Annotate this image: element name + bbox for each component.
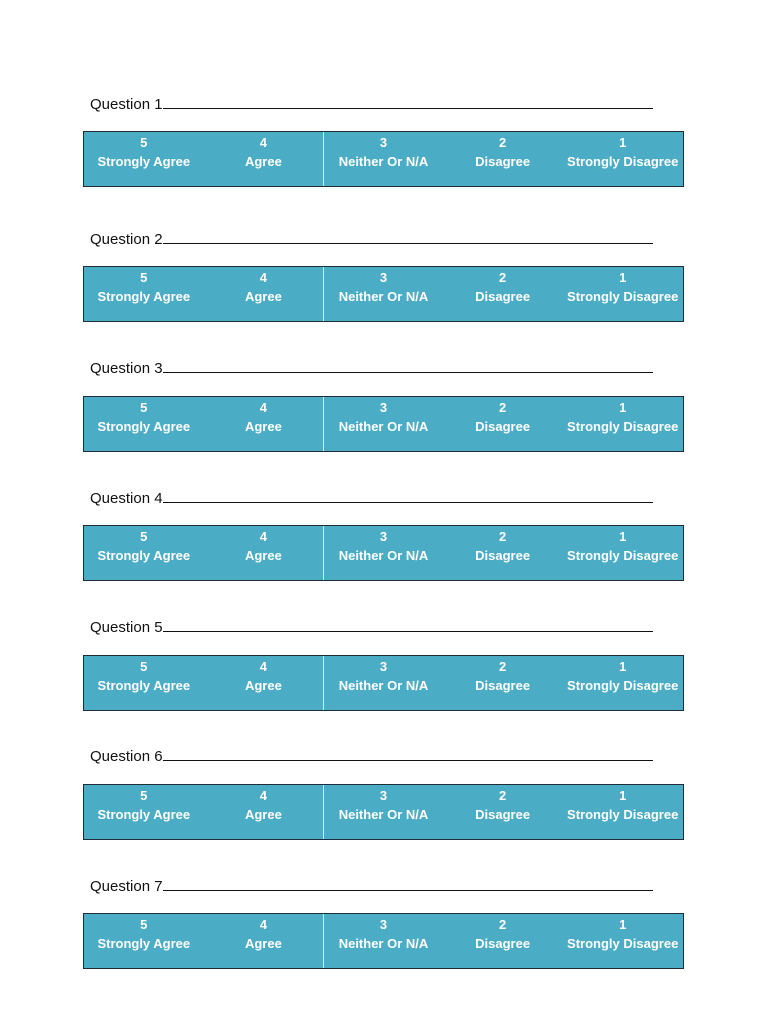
rating-option-2[interactable]: [443, 656, 563, 710]
question-3-label: [90, 360, 658, 380]
rating-label: Agree: [244, 289, 282, 304]
rating-option-3[interactable]: [323, 785, 443, 839]
rating-label: Neither Or N/A: [338, 419, 429, 434]
rating-label: Strongly Agree: [97, 807, 191, 822]
rating-label: Strongly Agree: [97, 936, 191, 951]
rating-option-1[interactable]: [562, 397, 683, 451]
rating-option-3[interactable]: [323, 656, 443, 710]
rating-label: Strongly Agree: [97, 154, 191, 169]
rating-label: Disagree: [475, 678, 531, 693]
rating-option-5[interactable]: [84, 914, 204, 968]
rating-label: Strongly Agree: [97, 678, 191, 693]
rating-value: 1: [619, 135, 627, 150]
rating-scale-question-6: [83, 784, 684, 840]
rating-label: Disagree: [475, 548, 531, 563]
rating-option-4[interactable]: [204, 267, 324, 321]
rating-value: 1: [619, 788, 627, 803]
question-1-label: [90, 96, 658, 116]
rating-option-2[interactable]: [443, 267, 563, 321]
rating-value: 4: [259, 529, 267, 544]
rating-label: Strongly Disagree: [567, 807, 679, 822]
rating-label: Strongly Agree: [97, 548, 191, 563]
rating-label: Neither Or N/A: [338, 678, 429, 693]
rating-label: Strongly Disagree: [567, 936, 679, 951]
rating-option-3[interactable]: [323, 397, 443, 451]
rating-option-5[interactable]: [84, 656, 204, 710]
rating-label: Neither Or N/A: [338, 936, 429, 951]
answer-line[interactable]: [163, 748, 653, 761]
rating-option-5[interactable]: [84, 267, 204, 321]
rating-label: Agree: [244, 678, 282, 693]
rating-value: 2: [498, 788, 507, 803]
rating-value: 5: [140, 659, 148, 674]
rating-scale-question-1: [83, 131, 684, 187]
rating-label: Strongly Disagree: [567, 154, 679, 169]
rating-value: 3: [379, 529, 388, 544]
rating-option-1[interactable]: [562, 267, 683, 321]
rating-option-1[interactable]: [562, 656, 683, 710]
answer-line[interactable]: [163, 231, 653, 244]
rating-option-2[interactable]: [443, 397, 563, 451]
rating-label: Neither Or N/A: [338, 154, 429, 169]
rating-value: 4: [259, 659, 267, 674]
question-7-label: [90, 878, 658, 898]
rating-value: 3: [379, 788, 388, 803]
rating-label: Strongly Agree: [97, 419, 191, 434]
rating-value: 4: [259, 788, 267, 803]
rating-label: Strongly Disagree: [567, 678, 679, 693]
rating-value: 1: [619, 659, 627, 674]
rating-scale-question-4: [83, 525, 684, 581]
rating-option-4[interactable]: [204, 914, 324, 968]
rating-value: 5: [140, 529, 148, 544]
rating-value: 3: [379, 400, 388, 415]
rating-value: 4: [259, 135, 267, 150]
rating-value: 4: [259, 917, 267, 932]
rating-option-1[interactable]: [562, 785, 683, 839]
rating-option-4[interactable]: [204, 785, 324, 839]
rating-label: Strongly Disagree: [567, 289, 679, 304]
rating-option-5[interactable]: [84, 397, 204, 451]
rating-value: 5: [140, 788, 148, 803]
rating-value: 2: [498, 917, 507, 932]
rating-option-1[interactable]: [562, 914, 683, 968]
rating-option-1[interactable]: [562, 132, 683, 186]
rating-value: 5: [140, 400, 148, 415]
rating-label: Disagree: [475, 419, 531, 434]
rating-option-5[interactable]: [84, 526, 204, 580]
rating-option-3[interactable]: [323, 267, 443, 321]
answer-line[interactable]: [163, 360, 653, 373]
rating-value: 2: [498, 400, 507, 415]
rating-label: Disagree: [475, 807, 531, 822]
rating-scale-question-5: [83, 655, 684, 711]
rating-option-4[interactable]: [204, 656, 324, 710]
rating-option-1[interactable]: [562, 526, 683, 580]
rating-label: Neither Or N/A: [338, 807, 429, 822]
rating-value: 5: [140, 917, 148, 932]
question-title: Question 6: [90, 748, 163, 765]
question-title: Question 2: [90, 231, 163, 248]
rating-value: 1: [619, 529, 627, 544]
rating-value: 1: [619, 270, 627, 285]
question-title: Question 3: [90, 360, 163, 377]
answer-line[interactable]: [163, 619, 653, 632]
rating-value: 1: [619, 400, 627, 415]
rating-label: Agree: [244, 548, 282, 563]
rating-value: 3: [379, 270, 388, 285]
rating-value: 1: [619, 917, 627, 932]
rating-label: Strongly Disagree: [567, 419, 679, 434]
rating-scale-question-2: [83, 266, 684, 322]
rating-value: 2: [498, 529, 507, 544]
rating-option-4[interactable]: [204, 397, 324, 451]
rating-value: 2: [498, 135, 507, 150]
question-title: Question 4: [90, 490, 163, 507]
rating-scale-question-7: [83, 913, 684, 969]
rating-label: Disagree: [475, 154, 531, 169]
rating-option-3[interactable]: [323, 914, 443, 968]
answer-line[interactable]: [163, 878, 653, 891]
rating-option-4[interactable]: [204, 132, 324, 186]
rating-value: 5: [140, 270, 148, 285]
rating-value: 5: [140, 135, 148, 150]
rating-label: Neither Or N/A: [338, 548, 429, 563]
rating-label: Agree: [244, 154, 282, 169]
answer-line[interactable]: [163, 490, 653, 503]
rating-value: 3: [379, 659, 388, 674]
rating-option-5[interactable]: [84, 785, 204, 839]
rating-option-2[interactable]: [443, 132, 563, 186]
rating-label: Strongly Agree: [97, 289, 191, 304]
rating-value: 3: [379, 917, 388, 932]
question-4-label: [90, 490, 658, 510]
rating-option-2[interactable]: [443, 526, 563, 580]
answer-line[interactable]: [163, 96, 653, 109]
rating-label: Agree: [244, 936, 282, 951]
rating-label: Agree: [244, 807, 282, 822]
question-6-label: [90, 748, 658, 768]
question-5-label: [90, 619, 658, 639]
rating-label: Disagree: [475, 289, 531, 304]
rating-label: Strongly Disagree: [567, 548, 679, 563]
rating-option-3[interactable]: [323, 526, 443, 580]
rating-value: 3: [379, 135, 388, 150]
rating-label: Agree: [244, 419, 282, 434]
rating-option-2[interactable]: [443, 914, 563, 968]
question-title: Question 5: [90, 619, 163, 636]
rating-scale-question-3: [83, 396, 684, 452]
rating-option-3[interactable]: [323, 132, 443, 186]
rating-option-5[interactable]: [84, 132, 204, 186]
rating-option-4[interactable]: [204, 526, 324, 580]
question-title: Question 7: [90, 878, 163, 895]
rating-value: 2: [498, 659, 507, 674]
rating-value: 4: [259, 270, 267, 285]
rating-label: Neither Or N/A: [338, 289, 429, 304]
rating-option-2[interactable]: [443, 785, 563, 839]
rating-label: Disagree: [475, 936, 531, 951]
question-title: Question 1: [90, 96, 163, 113]
question-2-label: [90, 231, 658, 251]
rating-value: 4: [259, 400, 267, 415]
rating-value: 2: [498, 270, 507, 285]
